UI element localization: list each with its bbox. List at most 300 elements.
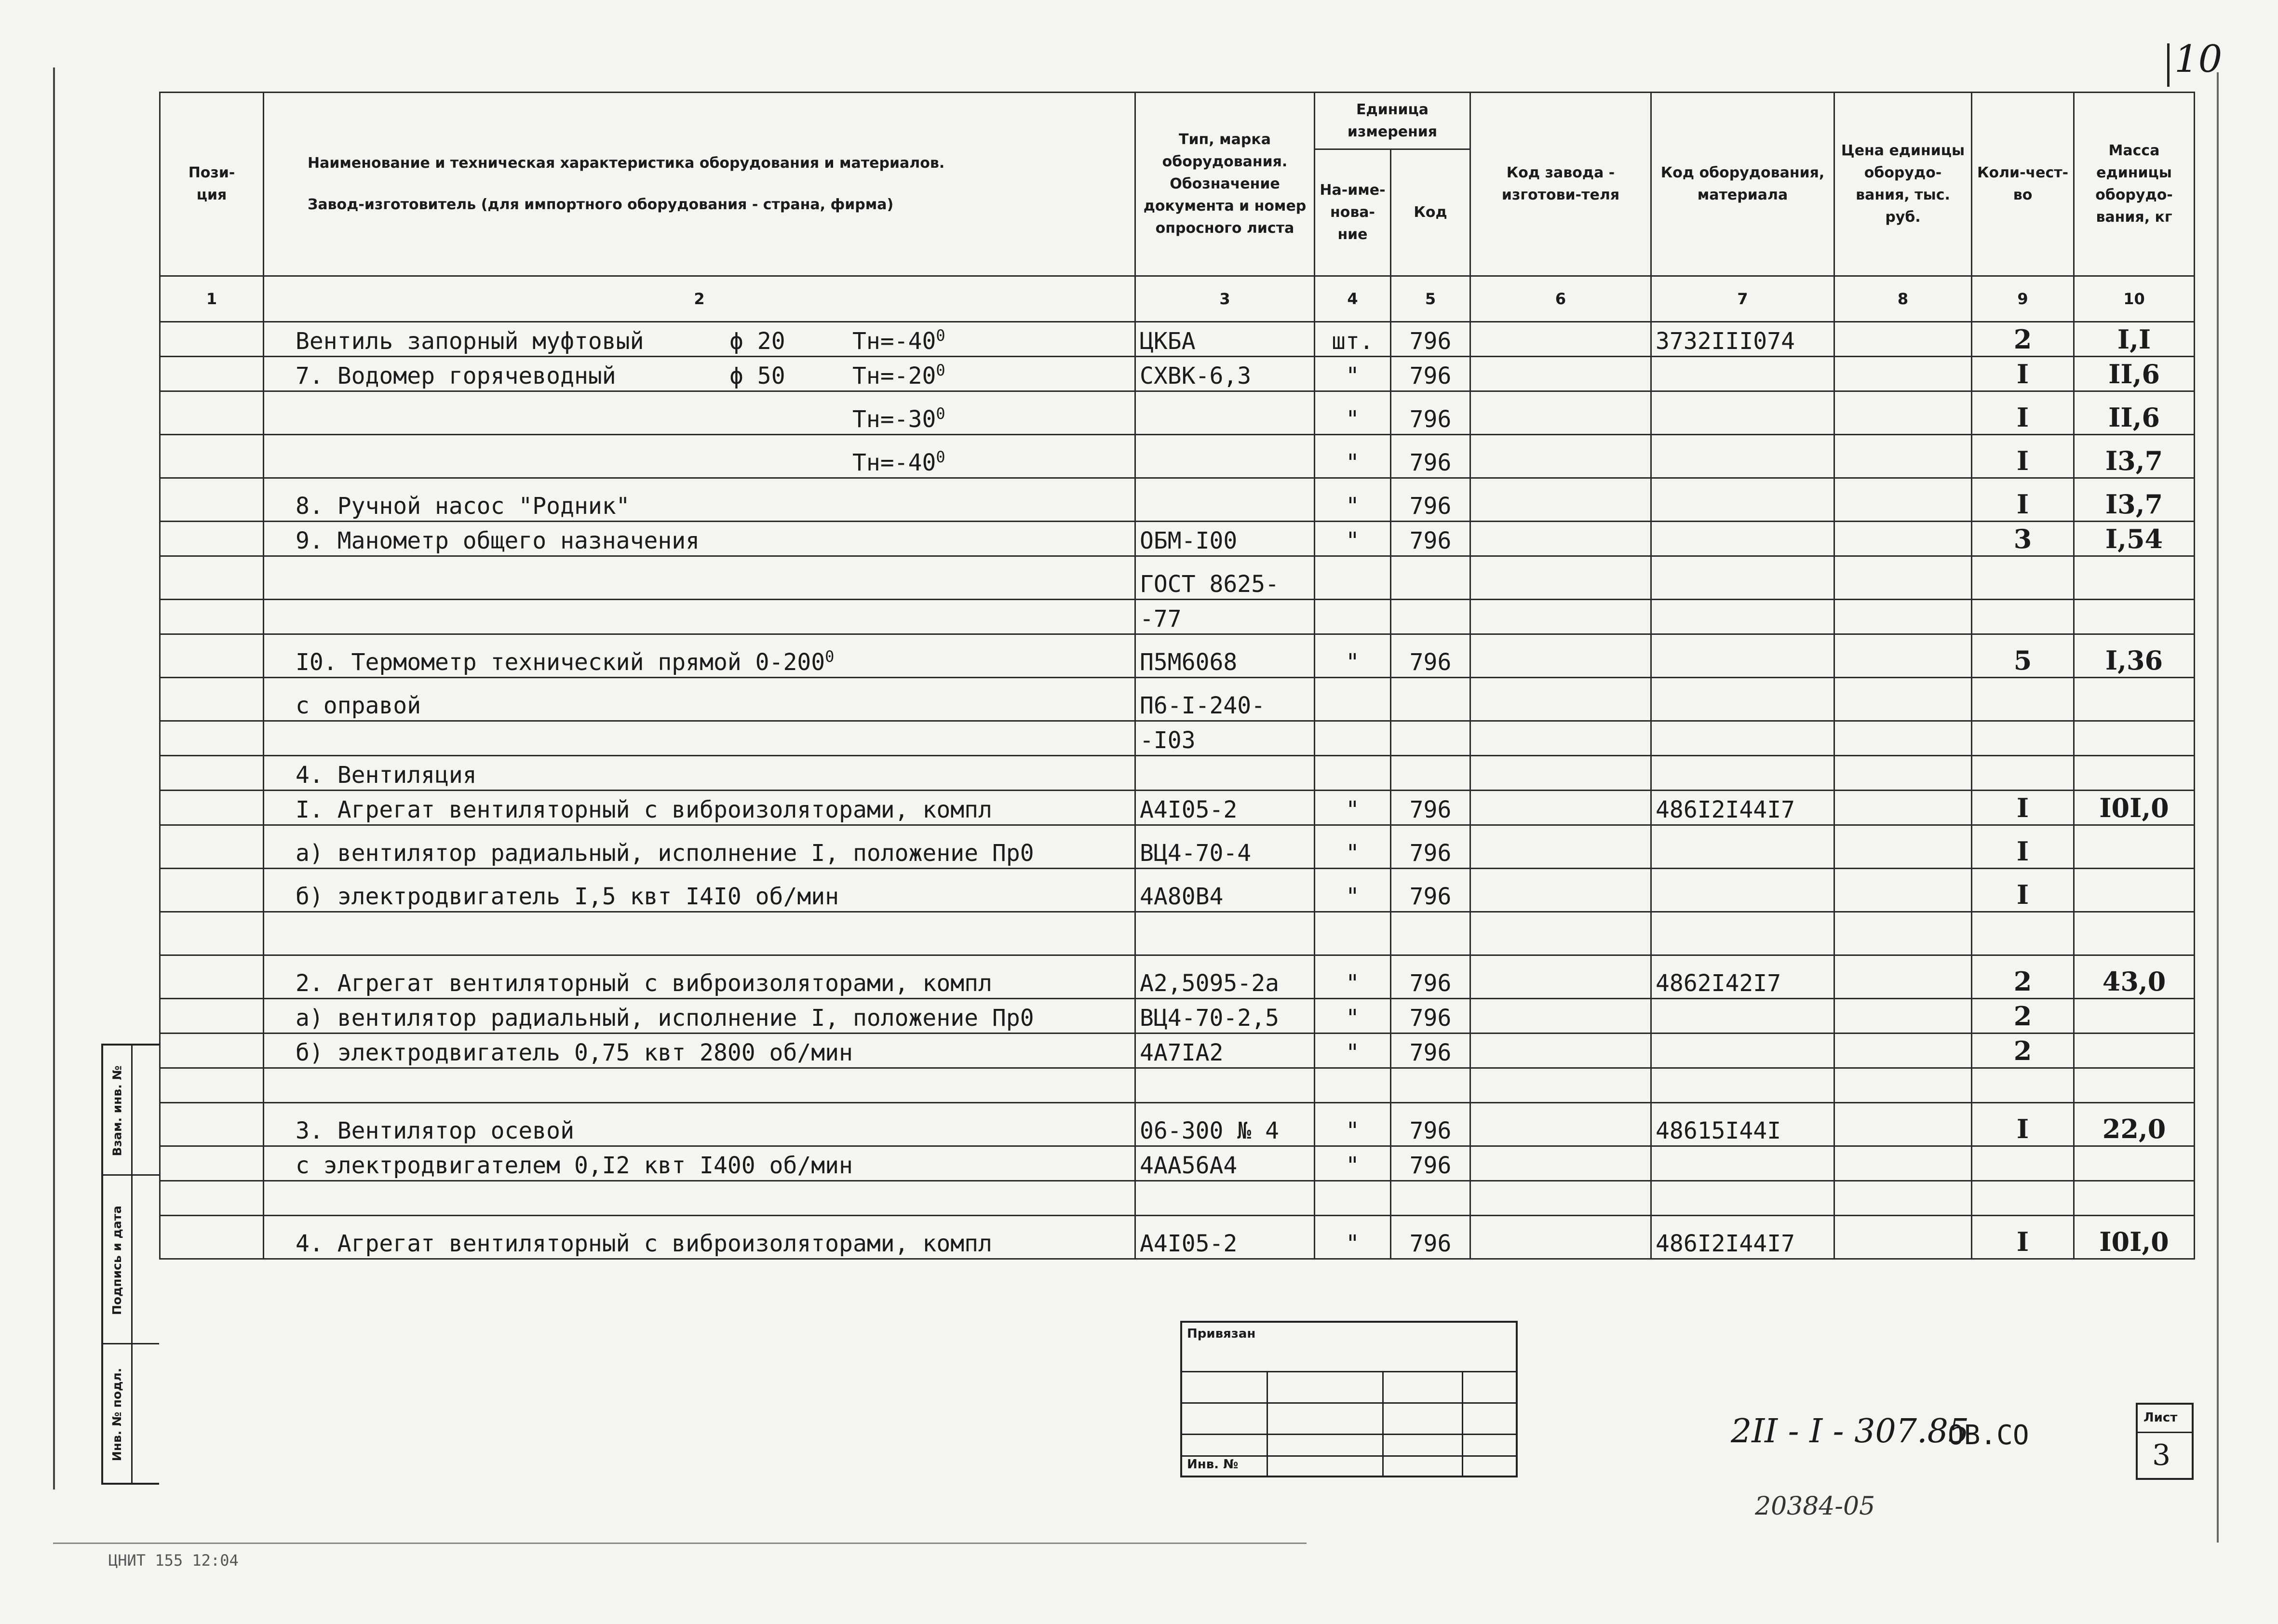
stamp-line [1182,1371,1516,1372]
table-row [160,756,2195,791]
cell-price [1834,634,1972,678]
cell-unit-code [1391,756,1470,791]
header-plant-code: Код завода - изготови-теля [1470,93,1651,276]
cell-mass [2074,955,2195,999]
item-quantity: I [2016,445,2029,476]
column-number: 3 [1135,276,1315,322]
cell-price [1834,721,1972,756]
cell-name [264,478,1135,522]
cell-type [1135,999,1315,1033]
cell-price [1834,1103,1972,1146]
cell-price [1834,791,1972,825]
cell-name [264,322,1135,357]
item-name: с электродвигателем 0,I2 квт I400 об/мин [296,1152,853,1179]
cell-plant-code [1470,791,1651,825]
cell-plant-code [1470,999,1651,1033]
table-row [160,791,2195,825]
item-unit-code: 796 [1409,1039,1452,1066]
item-unit-code: 796 [1409,1230,1452,1257]
cell-quantity [1972,791,2074,825]
stamp-line [1182,1455,1516,1457]
item-name: б) электродвигатель I,5 квт I4I0 об/мин [296,883,839,910]
cell-plant-code [1470,600,1651,634]
cell-name [264,634,1135,678]
item-unit: " [1346,840,1360,867]
item-name: 8. Ручной насос "Родник" [296,493,630,520]
table-row [160,678,2195,721]
table-row [160,634,2195,678]
cell-name [264,391,1135,435]
cell-position [160,1146,264,1181]
cell-quantity [1972,357,2074,391]
header-equipment-code: Код оборудования, материала [1651,93,1834,276]
page-number-tick [2167,43,2170,87]
item-type: А4I05-2 [1140,1230,1238,1257]
table-row [160,825,2195,869]
document-code-suffix: ОВ.СО [1948,1420,2029,1451]
cell-name [264,999,1135,1033]
cell-mass [2074,1103,2195,1146]
cell-position [160,322,264,357]
cell-equipment-code [1651,634,1834,678]
cell-equipment-code [1651,825,1834,869]
item-unit-code: 796 [1409,362,1452,389]
cell-name [264,791,1135,825]
sheet-label: Лист [2143,1410,2178,1425]
column-number: 10 [2074,276,2195,322]
cell-unit-code [1391,1103,1470,1146]
cell-unit-name [1315,1068,1391,1103]
stamp-line [1267,1371,1268,1477]
cell-price [1834,912,1972,955]
item-equipment-code: 48615I44I [1656,1117,1781,1144]
cell-equipment-code [1651,1216,1834,1259]
cell-position [160,1181,264,1216]
table-row [160,435,2195,478]
item-temperature: Тн=-40 [852,328,936,355]
cell-price [1834,600,1972,634]
item-unit: " [1346,362,1360,389]
degree-mark: 0 [825,647,835,666]
table-row [160,1033,2195,1068]
cell-name [264,825,1135,869]
cell-name [264,912,1135,955]
item-equipment-code: 3732III074 [1656,328,1795,355]
cell-quantity [1972,756,2074,791]
cell-type [1135,756,1315,791]
cell-equipment-code [1651,1068,1834,1103]
cell-position [160,556,264,600]
cell-quantity [1972,391,2074,435]
degree-mark: 0 [936,361,945,379]
item-unit: " [1346,649,1360,676]
cell-unit-code [1391,912,1470,955]
cell-mass [2074,600,2195,634]
item-type: 4АА56А4 [1140,1152,1238,1179]
cell-equipment-code [1651,522,1834,556]
header-price: Цена единицы оборудо-вания, тыс. руб. [1834,93,1972,276]
cell-unit-code [1391,600,1470,634]
cell-mass [2074,678,2195,721]
cell-plant-code [1470,721,1651,756]
cell-mass [2074,556,2195,600]
cell-equipment-code [1651,357,1834,391]
item-unit: " [1346,883,1360,910]
cell-unit-name [1315,435,1391,478]
sheet-number: 3 [2152,1438,2171,1472]
table-row [160,522,2195,556]
cell-type [1135,322,1315,357]
header-mass: Масса единицы оборудо-вания, кг [2074,93,2195,276]
cell-position [160,1068,264,1103]
cell-quantity [1972,1216,2074,1259]
item-unit: " [1346,796,1360,823]
cell-position [160,791,264,825]
cell-quantity [1972,912,2074,955]
cell-quantity [1972,556,2074,600]
item-unit: " [1346,1005,1360,1032]
header-position: Пози- ция [160,93,264,276]
cell-mass [2074,357,2195,391]
specification-table [159,92,2195,1260]
cell-equipment-code [1651,869,1834,912]
cell-mass [2074,791,2195,825]
item-diameter: ϕ 20 [729,328,785,355]
table-row [160,357,2195,391]
column-number-row [160,276,2195,322]
cell-plant-code [1470,1181,1651,1216]
table-row [160,1216,2195,1259]
cell-mass [2074,634,2195,678]
cell-equipment-code [1651,999,1834,1033]
cell-quantity [1972,678,2074,721]
cell-mass [2074,721,2195,756]
item-name: с оправой [296,692,421,719]
cell-unit-code [1391,1033,1470,1068]
margin-label-replace: Взам. инв. № [110,1065,124,1156]
table-row [160,1181,2195,1216]
cell-plant-code [1470,1033,1651,1068]
cell-position [160,1216,264,1259]
table-row [160,869,2195,912]
archive-number: 20384-05 [1755,1492,1875,1521]
item-unit-code: 796 [1409,1005,1452,1032]
cell-plant-code [1470,522,1651,556]
cell-position [160,357,264,391]
cell-type [1135,556,1315,600]
item-mass: 22,0 [2102,1114,2166,1144]
item-name: а) вентилятор радиальный, исполнение I, положение Пр0 [296,1005,1034,1032]
cell-mass [2074,1146,2195,1181]
item-unit-code: 796 [1409,796,1452,823]
cell-mass [2074,999,2195,1033]
column-number: 4 [1315,276,1391,322]
stamp-line [1462,1371,1463,1477]
cell-unit-name [1315,391,1391,435]
cell-price [1834,1216,1972,1259]
cell-mass [2074,1216,2195,1259]
cell-position [160,478,264,522]
item-quantity: I [2016,402,2029,433]
cell-plant-code [1470,1216,1651,1259]
cell-equipment-code [1651,600,1834,634]
cell-name [264,756,1135,791]
cell-equipment-code [1651,721,1834,756]
cell-mass [2074,1068,2195,1103]
degree-mark: 0 [936,448,945,466]
cell-type [1135,1103,1315,1146]
cell-unit-name [1315,869,1391,912]
cell-unit-code [1391,1216,1470,1259]
cell-unit-code [1391,322,1470,357]
cell-position [160,435,264,478]
cell-name [264,955,1135,999]
cell-quantity [1972,1146,2074,1181]
cell-position [160,999,264,1033]
cell-unit-code [1391,1146,1470,1181]
item-quantity: 5 [2013,645,2032,676]
column-number: 7 [1651,276,1834,322]
header-unit-group: Единица измерения [1315,93,1470,149]
margin-label-original: Инв. № подл. [110,1368,124,1461]
cell-price [1834,556,1972,600]
item-type: 4А7IА2 [1140,1039,1224,1066]
cell-price [1834,1033,1972,1068]
cell-equipment-code [1651,791,1834,825]
cell-position [160,1103,264,1146]
cell-equipment-code [1651,391,1834,435]
item-type: ВЦ4-70-4 [1140,840,1252,867]
item-quantity: 2 [2013,324,2032,355]
item-name: 9. Манометр общего назначения [296,527,700,554]
cell-mass [2074,1033,2195,1068]
binding-stamp [1180,1321,1518,1477]
stamp-line [1182,1434,1516,1435]
cell-type [1135,869,1315,912]
cell-plant-code [1470,357,1651,391]
table-row [160,912,2195,955]
cell-position [160,756,264,791]
stamp-line [1382,1371,1384,1477]
item-name: б) электродвигатель 0,75 квт 2800 об/мин [296,1039,853,1066]
scan-edge-right [2217,72,2219,1543]
item-unit-code: 796 [1409,840,1452,867]
cell-type [1135,435,1315,478]
cell-unit-name [1315,322,1391,357]
cell-unit-name [1315,556,1391,600]
table-body [160,322,2195,1259]
cell-name [264,1068,1135,1103]
cell-name [264,721,1135,756]
cell-unit-code [1391,391,1470,435]
cell-price [1834,357,1972,391]
cell-equipment-code [1651,1033,1834,1068]
cell-quantity [1972,999,2074,1033]
cell-unit-code [1391,678,1470,721]
cell-quantity [1972,322,2074,357]
cell-price [1834,825,1972,869]
cell-unit-name [1315,600,1391,634]
cell-plant-code [1470,1068,1651,1103]
cell-unit-code [1391,955,1470,999]
item-type: ГОСТ 8625- [1140,571,1279,598]
cell-price [1834,955,1972,999]
document-code: 2II - I - 307.85 [1731,1412,1969,1450]
stamp-line [1182,1402,1516,1404]
cell-equipment-code [1651,322,1834,357]
item-unit-code: 796 [1409,527,1452,554]
table-row [160,1103,2195,1146]
table-row [160,391,2195,435]
cell-type [1135,955,1315,999]
column-number: 1 [160,276,264,322]
header-quantity: Коли-чест-во [1972,93,2074,276]
cell-plant-code [1470,756,1651,791]
cell-name [264,435,1135,478]
cell-unit-code [1391,478,1470,522]
item-type: -77 [1140,605,1182,632]
item-equipment-code: 4862I42I7 [1656,970,1781,997]
table-row [160,1068,2195,1103]
cell-type [1135,825,1315,869]
item-quantity: I [2016,879,2029,910]
cell-unit-name [1315,1181,1391,1216]
cell-position [160,391,264,435]
cell-equipment-code [1651,478,1834,522]
item-unit: " [1346,1039,1360,1066]
item-unit-code: 796 [1409,1117,1452,1144]
item-type: ЦКБА [1140,328,1196,355]
cell-quantity [1972,869,2074,912]
cell-price [1834,869,1972,912]
item-unit: " [1346,1152,1360,1179]
cell-quantity [1972,1181,2074,1216]
table-row [160,721,2195,756]
cell-unit-name [1315,634,1391,678]
cell-equipment-code [1651,955,1834,999]
cell-name [264,556,1135,600]
item-unit: " [1346,970,1360,997]
stamp-inventory-label: Инв. № [1187,1457,1239,1472]
cell-price [1834,322,1972,357]
cell-mass [2074,825,2195,869]
item-quantity: I [2016,359,2029,389]
cell-quantity [1972,1068,2074,1103]
cell-type [1135,1181,1315,1216]
cell-type [1135,391,1315,435]
cell-price [1834,522,1972,556]
cell-position [160,1033,264,1068]
cell-unit-name [1315,1033,1391,1068]
cell-plant-code [1470,1103,1651,1146]
cell-plant-code [1470,869,1651,912]
cell-type [1135,1146,1315,1181]
item-mass: I3,7 [2105,489,2163,520]
table-row [160,322,2195,357]
item-mass: I3,7 [2105,445,2163,476]
cell-plant-code [1470,678,1651,721]
cell-price [1834,678,1972,721]
cell-unit-code [1391,556,1470,600]
item-equipment-code: 486I2I44I7 [1656,1230,1795,1257]
cell-unit-code [1391,357,1470,391]
cell-mass [2074,522,2195,556]
item-unit: " [1346,1230,1360,1257]
cell-price [1834,478,1972,522]
cell-position [160,869,264,912]
cell-plant-code [1470,391,1651,435]
cell-unit-name [1315,678,1391,721]
cell-unit-code [1391,522,1470,556]
cell-equipment-code [1651,435,1834,478]
cell-name [264,357,1135,391]
cell-type [1135,721,1315,756]
cell-mass [2074,756,2195,791]
item-unit-code: 796 [1409,406,1452,433]
cell-plant-code [1470,634,1651,678]
cell-equipment-code [1651,556,1834,600]
cell-position [160,678,264,721]
item-unit: " [1346,527,1360,554]
cell-name [264,600,1135,634]
cell-mass [2074,322,2195,357]
item-unit: " [1346,449,1360,476]
table-row [160,955,2195,999]
item-mass: I0I,0 [2099,792,2169,823]
cell-plant-code [1470,478,1651,522]
cell-mass [2074,1181,2195,1216]
cell-plant-code [1470,1146,1651,1181]
item-quantity: 2 [2013,966,2032,997]
cell-name [264,1181,1135,1216]
item-unit-code: 796 [1409,970,1452,997]
column-number: 5 [1391,276,1470,322]
cell-quantity [1972,435,2074,478]
table-row [160,478,2195,522]
cell-mass [2074,391,2195,435]
item-quantity: I [2016,1114,2029,1144]
cell-type [1135,600,1315,634]
item-quantity: 2 [2013,1035,2032,1066]
item-type: П5М6068 [1140,649,1238,676]
cell-price [1834,1068,1972,1103]
cell-plant-code [1470,955,1651,999]
item-quantity: 3 [2013,523,2032,554]
cell-unit-name [1315,1146,1391,1181]
cell-mass [2074,478,2195,522]
cell-mass [2074,869,2195,912]
cell-unit-name [1315,721,1391,756]
cell-position [160,955,264,999]
cell-type [1135,912,1315,955]
cell-price [1834,999,1972,1033]
cell-unit-name [1315,825,1391,869]
degree-mark: 0 [936,404,945,423]
item-mass: I0I,0 [2099,1226,2169,1257]
item-type: ВЦ4-70-2,5 [1140,1005,1279,1032]
item-name: а) вентилятор радиальный, исполнение I, положение Пр0 [296,840,1034,867]
cell-unit-name [1315,912,1391,955]
cell-price [1834,435,1972,478]
cell-quantity [1972,1103,2074,1146]
item-quantity: 2 [2013,1001,2032,1032]
cell-unit-name [1315,357,1391,391]
cell-price [1834,391,1972,435]
cell-name [264,522,1135,556]
item-unit-code: 796 [1409,328,1452,355]
cell-position [160,912,264,955]
left-margin-strip [101,1044,159,1485]
